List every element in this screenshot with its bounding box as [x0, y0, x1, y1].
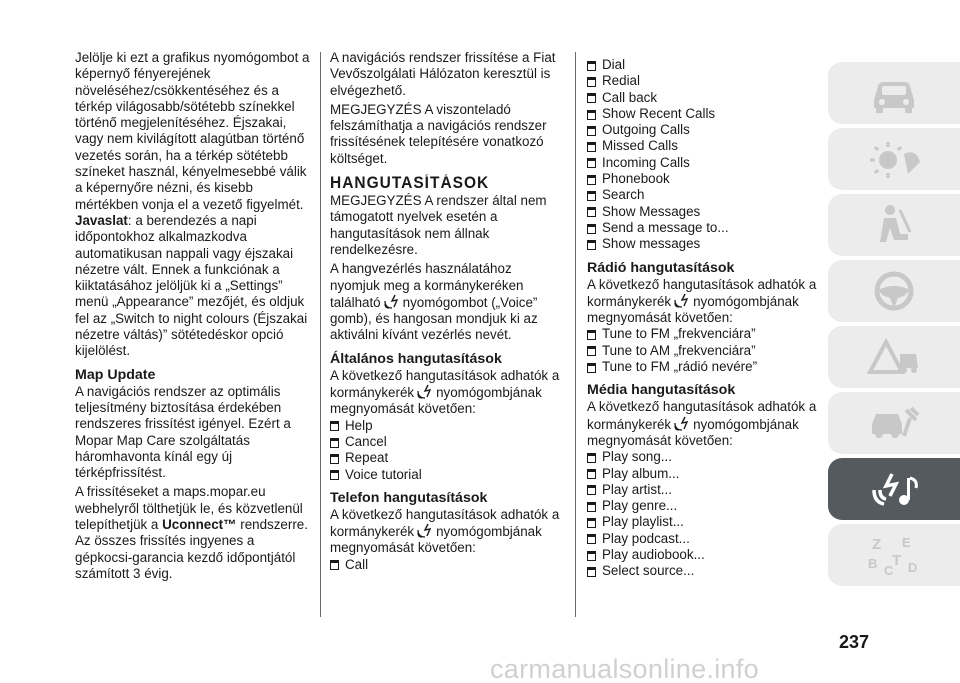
tab-safety[interactable]: [828, 194, 960, 256]
phone-commands-heading: Telefon hangutasítások: [330, 489, 488, 506]
list-item: [587, 343, 823, 359]
voice-button-icon: [673, 416, 691, 432]
command-label: Select source...: [602, 563, 695, 579]
command-label: Show Recent Calls: [602, 105, 716, 121]
checkbox-icon: [587, 126, 596, 136]
car-icon: [864, 70, 924, 116]
radio-text-b: nyomógombjának megnyomását követően:: [587, 293, 799, 326]
checkbox-icon: [587, 240, 596, 250]
column-2: [330, 50, 565, 573]
list-item: [587, 563, 823, 579]
index-letters-icon: [864, 532, 924, 578]
list-item: [587, 57, 823, 73]
map-text-part-a: A frissítéseket a maps.mopar.eu webhelyről tölthetjük le, és közvetlenül telepíthetjük a: [75, 484, 303, 533]
radio-text-a: A következő hangutasítások adhatók a kormánykerék: [587, 276, 817, 309]
checkbox-icon: [587, 453, 596, 463]
command-label: Play artist...: [602, 481, 672, 497]
tab-multimedia[interactable]: [828, 458, 960, 520]
command-label: Repeat: [345, 450, 389, 466]
command-label: Call: [345, 556, 369, 572]
command-label: Tune to FM „frekvenciára”: [602, 326, 756, 342]
general-text-a: A következő hangutasítások adhatók a kormánykerék: [330, 367, 560, 401]
list-item: [587, 359, 823, 375]
dashboard-lights-icon: [864, 136, 924, 182]
phone-commands-list-start: [330, 557, 565, 573]
tab-dashboard[interactable]: [828, 128, 960, 190]
radio-commands-heading: Rádió hangutasítások: [587, 259, 735, 276]
radio-commands-intro: [587, 277, 823, 327]
checkbox-icon: [587, 330, 596, 340]
list-item: [330, 450, 565, 466]
list-item: [587, 122, 823, 138]
index-letter: C: [884, 562, 894, 578]
list-item: [587, 155, 823, 171]
command-label: Outgoing Calls: [602, 122, 690, 138]
checkbox-icon: [587, 142, 596, 152]
media-text-a: A következő hangutasítások adhatók a kormánykerék: [587, 399, 817, 432]
chapter-tabs: [828, 62, 960, 590]
general-commands-heading: Általános hangutasítások: [330, 350, 502, 367]
checkbox-icon: [587, 518, 596, 528]
checkbox-icon: [587, 191, 596, 201]
list-item: [330, 467, 565, 483]
general-text-b: nyomógombjának megnyomását követően:: [330, 385, 542, 417]
tip-paragraph: [75, 213, 315, 360]
voice-usage-paragraph: [330, 261, 565, 343]
list-item: [587, 138, 823, 154]
command-label: Incoming Calls: [602, 154, 690, 170]
tab-index[interactable]: [828, 524, 960, 586]
maintenance-car-icon: [864, 400, 924, 446]
list-item: [587, 498, 823, 514]
command-label: Play genre...: [602, 498, 678, 514]
media-commands-heading: Média hangutasítások: [587, 382, 736, 399]
checkbox-icon: [587, 207, 596, 217]
checkbox-icon: [587, 77, 596, 87]
command-label: Play playlist...: [602, 514, 684, 530]
tab-maintenance[interactable]: [828, 392, 960, 454]
voice-commands-heading: HANGUTASÍTÁSOK: [330, 174, 490, 193]
checkbox-icon: [587, 175, 596, 185]
list-item: [587, 171, 823, 187]
checkbox-icon: [587, 485, 596, 495]
command-label: Help: [345, 417, 373, 433]
voice-button-icon: [383, 294, 401, 310]
watermark: carmanualsonline.info: [490, 654, 759, 683]
column-1: [75, 50, 315, 582]
command-label: Phonebook: [602, 171, 670, 187]
command-label: Missed Calls: [602, 138, 678, 154]
map-update-paragraph-1: A navigációs rendszer az optimális teljesítmény biztosítása érdekében rendszeres frissítést igényel. Ezért a Mopar Map Care szolgáltatás háromhavonta kínál egy új térképfrissítést.: [75, 383, 291, 481]
general-commands-intro: [330, 368, 565, 418]
command-label: Show Messages: [602, 203, 701, 219]
list-item: [587, 106, 823, 122]
page-number: 237: [839, 632, 870, 652]
index-letter: Z: [872, 535, 882, 553]
index-letter: D: [908, 559, 918, 575]
general-commands-list: [330, 418, 565, 483]
voice-button-icon: [673, 293, 691, 309]
command-label: Play album...: [602, 465, 680, 481]
media-commands-intro: [587, 399, 823, 449]
phone-text-b: nyomógombjának megnyomását követően:: [330, 524, 542, 556]
multimedia-icon: [864, 466, 924, 512]
phone-commands-list: [587, 57, 823, 253]
voice-button-icon: [416, 384, 434, 400]
checkbox-icon: [330, 454, 339, 464]
map-update-heading: Map Update: [75, 366, 156, 383]
index-letter: T: [892, 551, 902, 569]
list-item: [587, 204, 823, 220]
checkbox-icon: [330, 470, 339, 480]
list-item: [330, 418, 565, 434]
airbag-seat-icon: [864, 202, 924, 248]
command-label: Search: [602, 187, 645, 203]
checkbox-icon: [587, 110, 596, 120]
list-item: [587, 220, 823, 236]
checkbox-icon: [330, 560, 339, 570]
tip-text: : a berendezés a napi időpontokhoz alkalmazkodva automatikusan nappali vagy éjszakai nézetre vált. Ennek a funkciónak a kiiktatásához jelöljük ki a „Settings” menü „Appearance” mezőjét, és oldjuk fel az „Switch to night colours (Éjszakai nézetre váltás)” sötétedéskor opció kijelölést.: [75, 212, 308, 359]
voice-button-icon: [416, 523, 434, 539]
radio-commands-list: [587, 326, 823, 375]
list-item: [587, 514, 823, 530]
checkbox-icon: [587, 93, 596, 103]
command-label: Play audiobook...: [602, 547, 705, 563]
checkbox-icon: [587, 158, 596, 168]
command-label: Show messages: [602, 236, 701, 252]
column-divider: [575, 52, 576, 617]
command-label: Tune to FM „rádió nevére”: [602, 359, 758, 375]
command-label: Tune to AM „frekvenciára”: [602, 342, 756, 358]
tab-driving[interactable]: [828, 260, 960, 322]
voice-text-b: nyomógombot („Voice” gomb), és hangosan mondjuk ki az aktiválni kívánt vezérlés nevét.: [330, 294, 538, 343]
list-item: [330, 557, 565, 573]
list-item: [587, 482, 823, 498]
checkbox-icon: [587, 502, 596, 512]
list-item: [587, 531, 823, 547]
command-label: Play podcast...: [602, 530, 690, 546]
warning-triangle-icon: [864, 334, 924, 380]
tab-vehicle[interactable]: [828, 62, 960, 124]
voice-text-a: A hangvezérlés használatához nyomjuk meg a kormánykeréken található: [330, 261, 524, 310]
list-item: [587, 547, 823, 563]
checkbox-icon: [587, 469, 596, 479]
index-letter: B: [868, 555, 878, 571]
command-label: Cancel: [345, 433, 387, 449]
checkbox-icon: [587, 346, 596, 356]
media-text-b: nyomógombjának megnyomását követően:: [587, 416, 799, 448]
uconnect-name: Uconnect™: [162, 517, 237, 533]
command-label: Voice tutorial: [345, 466, 422, 482]
phone-commands-intro: [330, 507, 565, 557]
checkbox-icon: [587, 567, 596, 577]
note-language-paragraph: MEGJEGYZÉS A rendszer által nem támogatott nyelvek esetén a hangutasítások nem állnak rendelkezésre.: [330, 193, 547, 257]
column-3: [587, 50, 823, 580]
checkbox-icon: [587, 224, 596, 234]
nav-update-paragraph: A navigációs rendszer frissítése a Fiat Vevőszolgálati Hálózaton keresztül is elvégezhető.: [330, 50, 556, 98]
command-label: Call back: [602, 89, 658, 105]
phone-text-a: A következő hangutasítások adhatók a kormánykerék: [330, 506, 560, 540]
list-item: [587, 90, 823, 106]
tip-label: Javaslat: [75, 212, 128, 228]
checkbox-icon: [330, 438, 339, 448]
list-item: [587, 449, 823, 465]
brightness-paragraph: Jelölje ki ezt a grafikus nyomógombot a képernyő fényerejének növeléséhez/csökkentéséhez és a térkép világosabb/sötétebb színekkel történő megjelenítéséhez. Éjszakai, vagy nem kivilágított alagútban történő vezetés során, ha a térkép sötétebb színeket használ, kényelmesebbé válik a képernyőre nézni, és kisebb mértékben vonja el a vezető figyelmét.: [75, 50, 310, 212]
list-item: [587, 326, 823, 342]
command-label: Send a message to...: [602, 219, 729, 235]
list-item: [587, 73, 823, 89]
command-label: Dial: [602, 57, 626, 72]
command-label: Play song...: [602, 449, 672, 465]
map-text-part-b: rendszerre. Az összes frissítés ingyenes a gépkocsi-garancia kezdő időpontjától számított 3 évig.: [75, 517, 308, 581]
checkbox-icon: [587, 534, 596, 544]
list-item: [587, 466, 823, 482]
media-commands-list: [587, 449, 823, 579]
command-label: Redial: [602, 73, 640, 89]
note-dealer-paragraph: MEGJEGYZÉS A viszonteladó felszámíthatja a navigációs rendszer frissítésének telepítésére vonatkozó költséget.: [330, 101, 547, 166]
checkbox-icon: [587, 363, 596, 373]
checkbox-icon: [587, 551, 596, 561]
map-update-paragraph-2: [75, 484, 315, 582]
list-item: [587, 236, 823, 252]
checkbox-icon: [587, 61, 596, 71]
column-divider: [320, 52, 321, 617]
list-item: [587, 187, 823, 203]
index-letter: E: [902, 534, 911, 550]
steering-wheel-icon: [864, 268, 924, 314]
tab-emergency[interactable]: [828, 326, 960, 388]
checkbox-icon: [330, 421, 339, 431]
list-item: [330, 434, 565, 450]
